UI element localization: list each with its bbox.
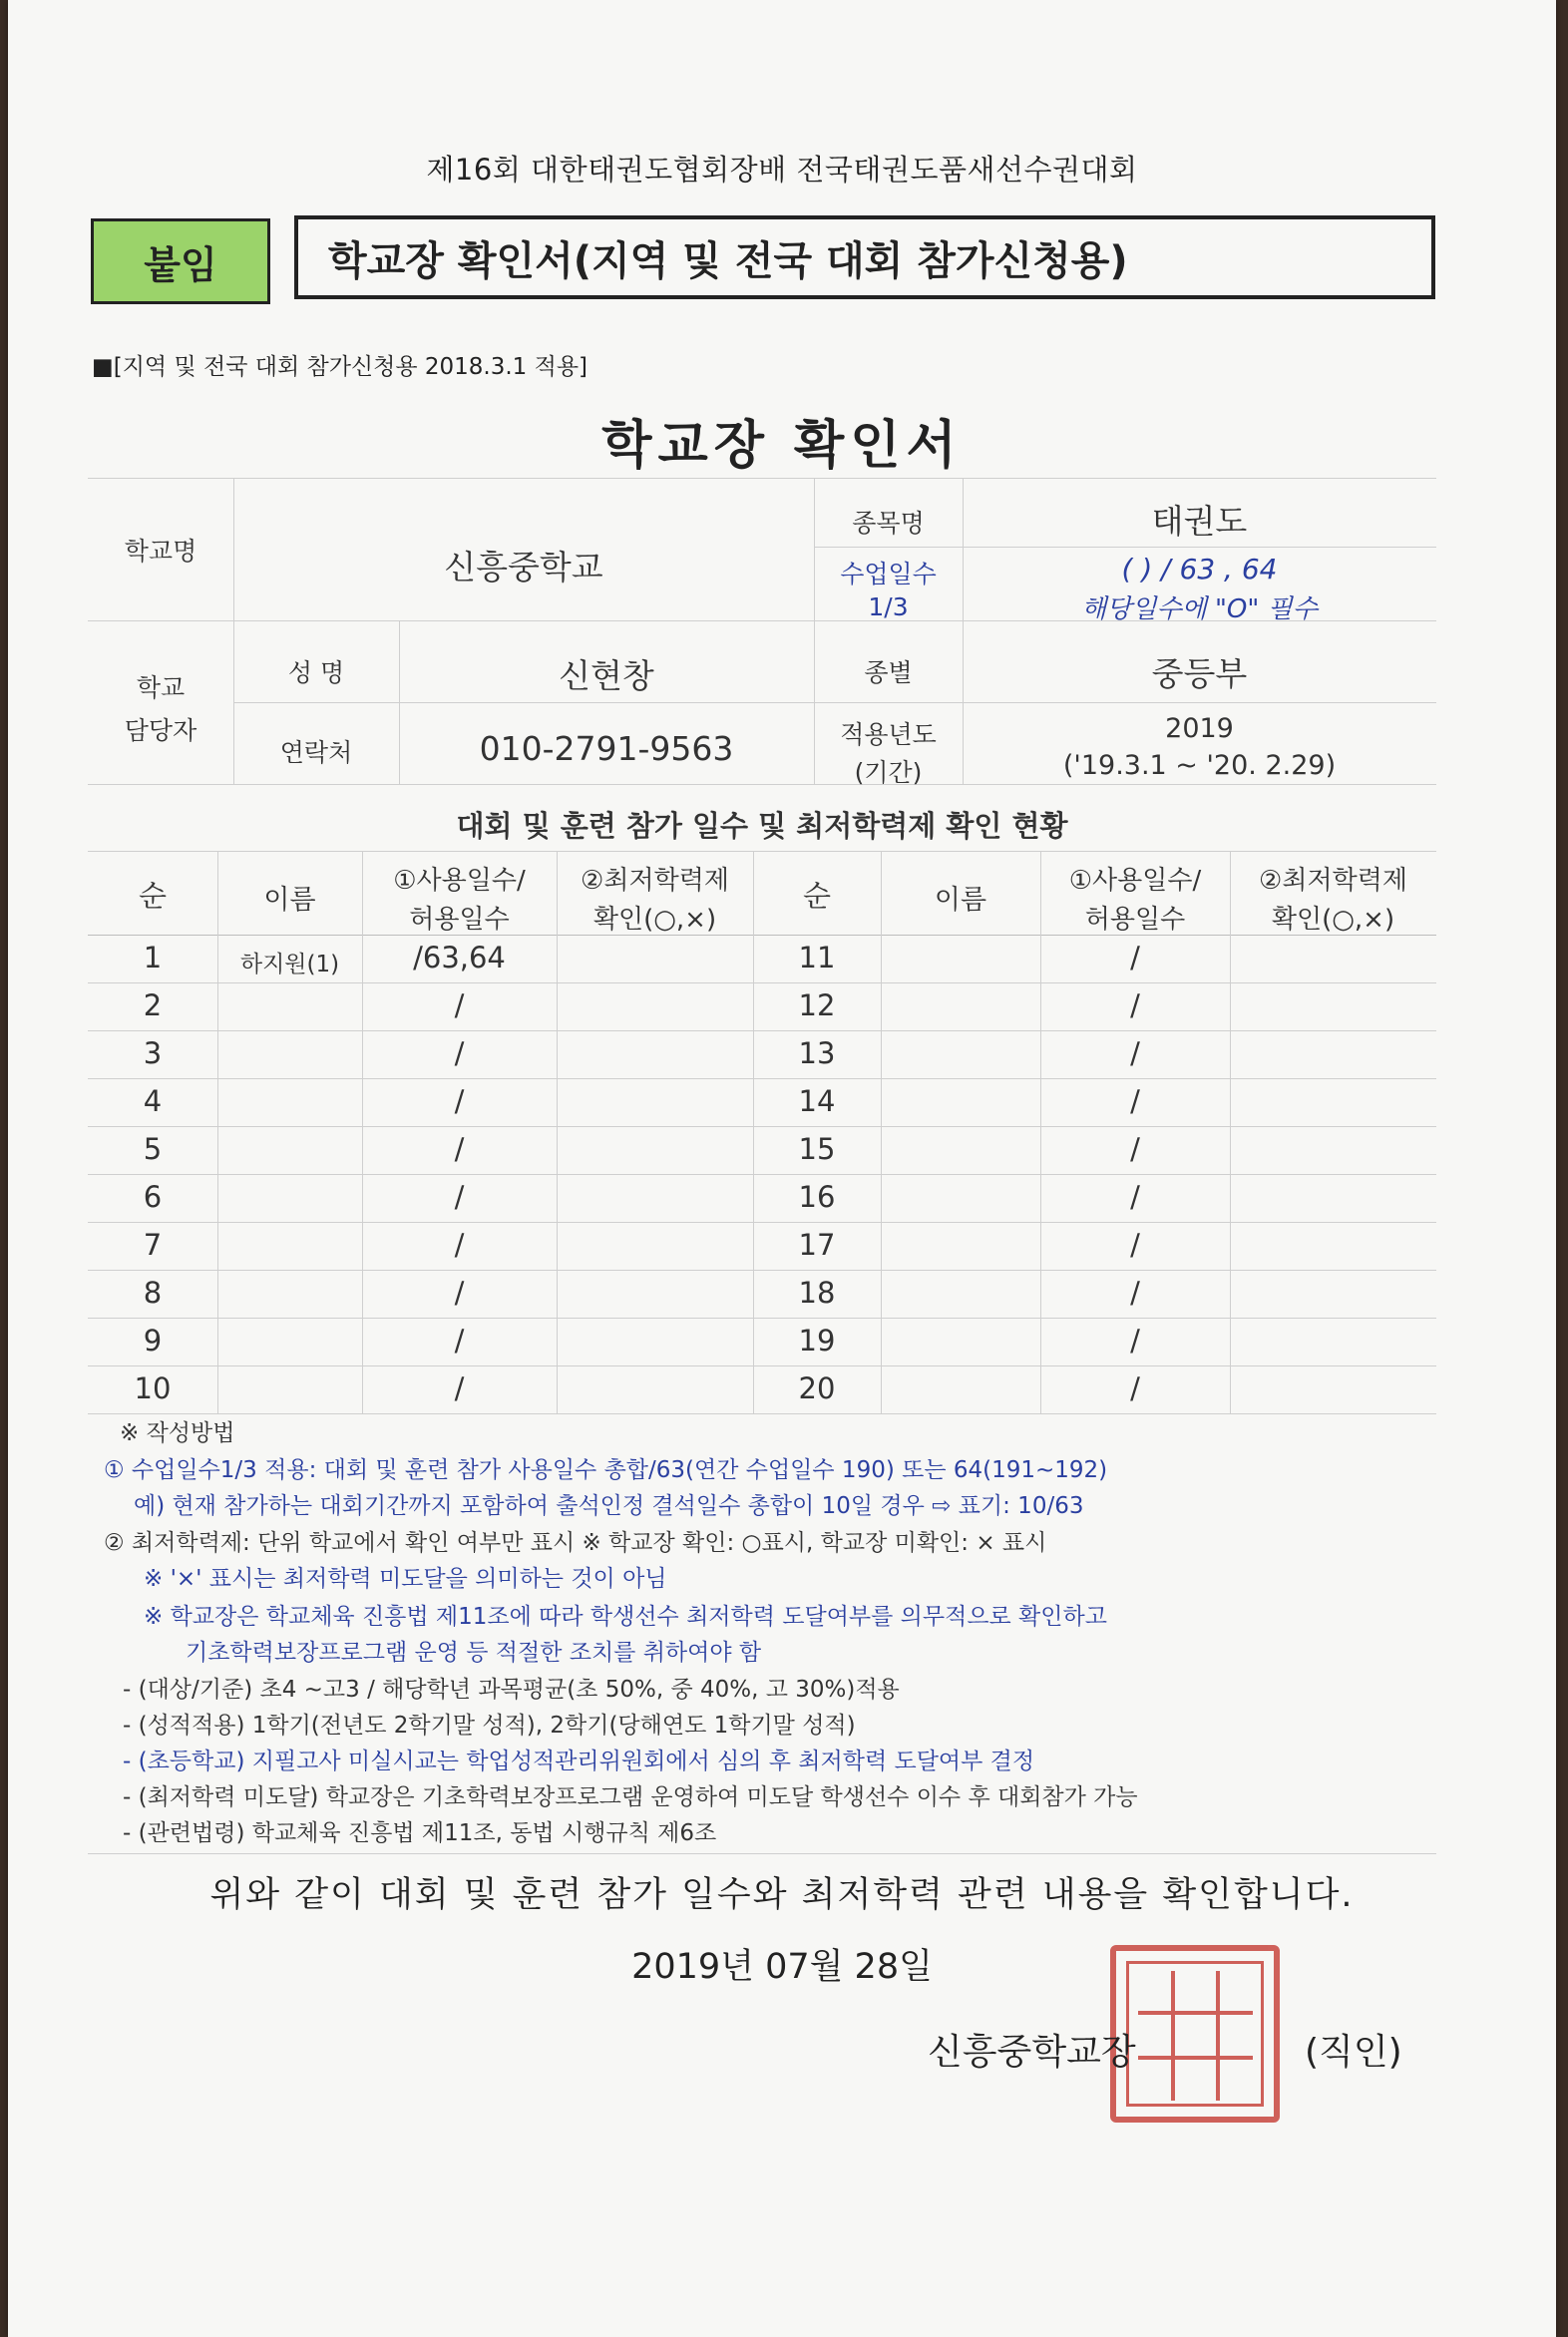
name-value: 신현창: [559, 656, 654, 695]
cell-no-right: 12: [798, 988, 836, 1022]
cell-no-right: 20: [798, 1371, 836, 1405]
cell-no-left: 1: [143, 941, 163, 974]
status-column-line: [557, 851, 558, 1413]
cell-days-right: /: [1130, 1180, 1140, 1214]
status-row-line: [88, 1030, 1436, 1031]
cell-days-left: /: [454, 988, 465, 1022]
header-min-left-1: ②최저학력제: [581, 866, 729, 896]
cell-days-left: /: [454, 1132, 465, 1166]
contact-value: 010-2791-9563: [479, 729, 734, 768]
header-no-left: 순: [138, 879, 167, 913]
header-days-left-1: ①사용일수/: [393, 866, 526, 896]
event-value: 태권도: [1151, 502, 1248, 541]
days-label-2: 1/3: [868, 592, 909, 621]
info-line-top: [88, 478, 1436, 479]
year-value-2: ('19.3.1 ~ '20. 2.29): [1062, 750, 1337, 781]
days-value-2: 해당일수에 "O" 필수: [1081, 594, 1318, 624]
competition-title: 제16회 대한태권도협회장배 전국태권도품새선수권대회: [426, 153, 1138, 187]
cell-name-left: 하지원(1): [239, 952, 340, 977]
status-row-line: [88, 1222, 1436, 1223]
seal-label: (직인): [1305, 2032, 1402, 2073]
info-line-division: [814, 702, 1436, 703]
name-label: 성 명: [287, 658, 345, 687]
cell-days-right: /: [1130, 1324, 1140, 1358]
header-name-left: 이름: [263, 885, 316, 916]
header-no-right: 순: [802, 879, 831, 913]
header-min-right-1: ②최저학력제: [1259, 866, 1407, 896]
cell-days-left: /: [454, 1276, 465, 1310]
principal-name: 신흥중학교장: [928, 2032, 1136, 2073]
cell-days-left: /: [454, 1036, 465, 1070]
note-7: - (초등학교) 지필고사 미실시교는 학업성적관리위원회에서 심의 후 최저학력 도달여부 결정: [123, 1749, 1035, 1774]
division-value: 중등부: [1151, 654, 1248, 693]
year-label-2: (기간): [854, 758, 923, 787]
school-value: 신흥중학교: [444, 548, 603, 586]
cell-no-left: 3: [143, 1036, 163, 1070]
days-value-1: ( ) / 63 , 64: [1121, 553, 1278, 585]
event-label: 종목명: [852, 509, 925, 538]
cell-no-left: 7: [143, 1228, 163, 1262]
cell-no-left: 6: [143, 1180, 163, 1214]
status-row-line: [88, 1174, 1436, 1175]
header-title: 학교장 확인서(지역 및 전국 대회 참가신청용): [294, 215, 1435, 299]
note-1a: ① 수업일수1/3 적용: 대회 및 훈련 참가 사용일수 총합/63(연간 수업일수 190) 또는 64(191~192): [104, 1457, 1108, 1483]
cell-no-left: 10: [134, 1371, 172, 1405]
cell-no-right: 13: [798, 1036, 836, 1070]
attachment-badge: 붙임: [91, 218, 270, 304]
cell-no-right: 18: [798, 1276, 836, 1310]
cell-days-right: /: [1130, 1228, 1140, 1262]
school-label: 학교명: [124, 537, 197, 566]
header-days-left-2: 허용일수: [409, 905, 510, 935]
cell-days-left: /: [454, 1228, 465, 1262]
cell-no-right: 14: [798, 1084, 836, 1118]
status-column-line: [217, 851, 218, 1413]
confirm-statement: 위와 같이 대회 및 훈련 참가 일수와 최저학력 관련 내용을 확인합니다.: [209, 1875, 1355, 1915]
note-3: ※ '×' 표시는 최저학력 미도달을 의미하는 것이 아님: [144, 1566, 667, 1592]
status-column-line: [881, 851, 882, 1413]
note-6: - (성적적용) 1학기(전년도 2학기말 성적), 2학기(당해연도 1학기말 성적): [123, 1713, 856, 1739]
header-days-right-2: 허용일수: [1084, 905, 1186, 935]
cell-days-left: /63,64: [413, 941, 506, 974]
note-2: ② 최저학력제: 단위 학교에서 확인 여부만 표시 ※ 학교장 확인: ○표시, 학교장 미확인: × 표시: [104, 1530, 1047, 1556]
year-value-1: 2019: [1165, 713, 1234, 744]
header-days-right-1: ①사용일수/: [1068, 866, 1202, 896]
cell-no-left: 2: [143, 988, 163, 1022]
status-row-line: [88, 1078, 1436, 1079]
cell-days-left: /: [454, 1180, 465, 1214]
status-row-line: [88, 1318, 1436, 1319]
cell-days-right: /: [1130, 1132, 1140, 1166]
header-name-right: 이름: [934, 885, 987, 916]
status-row-line: [88, 1365, 1436, 1366]
note-4a: ※ 학교장은 학교체육 진흥법 제11조에 따라 학생선수 최저학력 도달여부를 의무적으로 확인하고: [144, 1604, 1107, 1630]
cell-days-left: /: [454, 1324, 465, 1358]
notes-bottom-line: [88, 1853, 1436, 1854]
days-label-1: 수업일수: [840, 560, 937, 588]
header-min-right-2: 확인(○,×): [1271, 905, 1395, 935]
cell-days-right: /: [1130, 1084, 1140, 1118]
applicability-note: ■[지역 및 전국 대회 참가신청용 2018.3.1 적용]: [92, 354, 588, 380]
year-label-1: 적용년도: [840, 720, 937, 749]
confirm-date: 2019년 07월 28일: [631, 1947, 933, 1987]
note-5: - (대상/기준) 초4 ~고3 / 해당학년 과목평균(초 50%, 중 40%, 고 30%)적용: [123, 1677, 900, 1703]
cell-days-left: /: [454, 1084, 465, 1118]
status-row-line: [88, 1126, 1436, 1127]
cell-no-left: 9: [143, 1324, 163, 1358]
note-1b: 예) 현재 참가하는 대회기간까지 포함하여 출석인정 결석일수 총합이 10일 경우 ⇨ 표기: 10/63: [134, 1493, 1084, 1519]
document-title: 학교장 확인서: [601, 416, 963, 476]
cell-no-right: 11: [798, 941, 836, 974]
cell-days-right: /: [1130, 1276, 1140, 1310]
status-line-top: [88, 851, 1436, 852]
cell-no-right: 15: [798, 1132, 836, 1166]
header-min-left-2: 확인(○,×): [592, 905, 717, 935]
status-row-line: [88, 1413, 1436, 1414]
info-line-bottom: [88, 784, 1436, 785]
info-line-event: [814, 547, 1436, 548]
note-9: - (관련법령) 학교체육 진흥법 제11조, 동법 시행규칙 제6조: [123, 1820, 717, 1846]
notes-heading: ※ 작성방법: [120, 1420, 235, 1446]
note-4b: 기초학력보장프로그램 운영 등 적절한 조치를 취하여야 함: [186, 1640, 762, 1666]
cell-no-left: 8: [143, 1276, 163, 1310]
status-column-line: [1230, 851, 1231, 1413]
teacher-label-2: 담당자: [124, 716, 197, 745]
cell-no-right: 17: [798, 1228, 836, 1262]
cell-days-right: /: [1130, 941, 1140, 974]
document-paper: [8, 0, 1556, 2337]
cell-no-left: 4: [143, 1084, 163, 1118]
note-8: - (최저학력 미도달) 학교장은 기초학력보장프로그램 운영하여 미도달 학생선수 이수 후 대회참가 가능: [123, 1784, 1138, 1810]
teacher-label-1: 학교: [136, 673, 186, 702]
contact-label: 연락처: [279, 738, 353, 767]
division-label: 종별: [864, 658, 913, 687]
cell-no-left: 5: [143, 1132, 163, 1166]
cell-days-left: /: [454, 1371, 465, 1405]
status-row-line: [88, 982, 1436, 983]
cell-no-right: 19: [798, 1324, 836, 1358]
info-line-name: [233, 702, 814, 703]
cell-days-right: /: [1130, 1036, 1140, 1070]
status-title: 대회 및 훈련 참가 일수 및 최저학력제 확인 현황: [456, 809, 1068, 843]
status-row-line: [88, 1270, 1436, 1271]
cell-days-right: /: [1130, 1371, 1140, 1405]
cell-no-right: 16: [798, 1180, 836, 1214]
cell-days-right: /: [1130, 988, 1140, 1022]
